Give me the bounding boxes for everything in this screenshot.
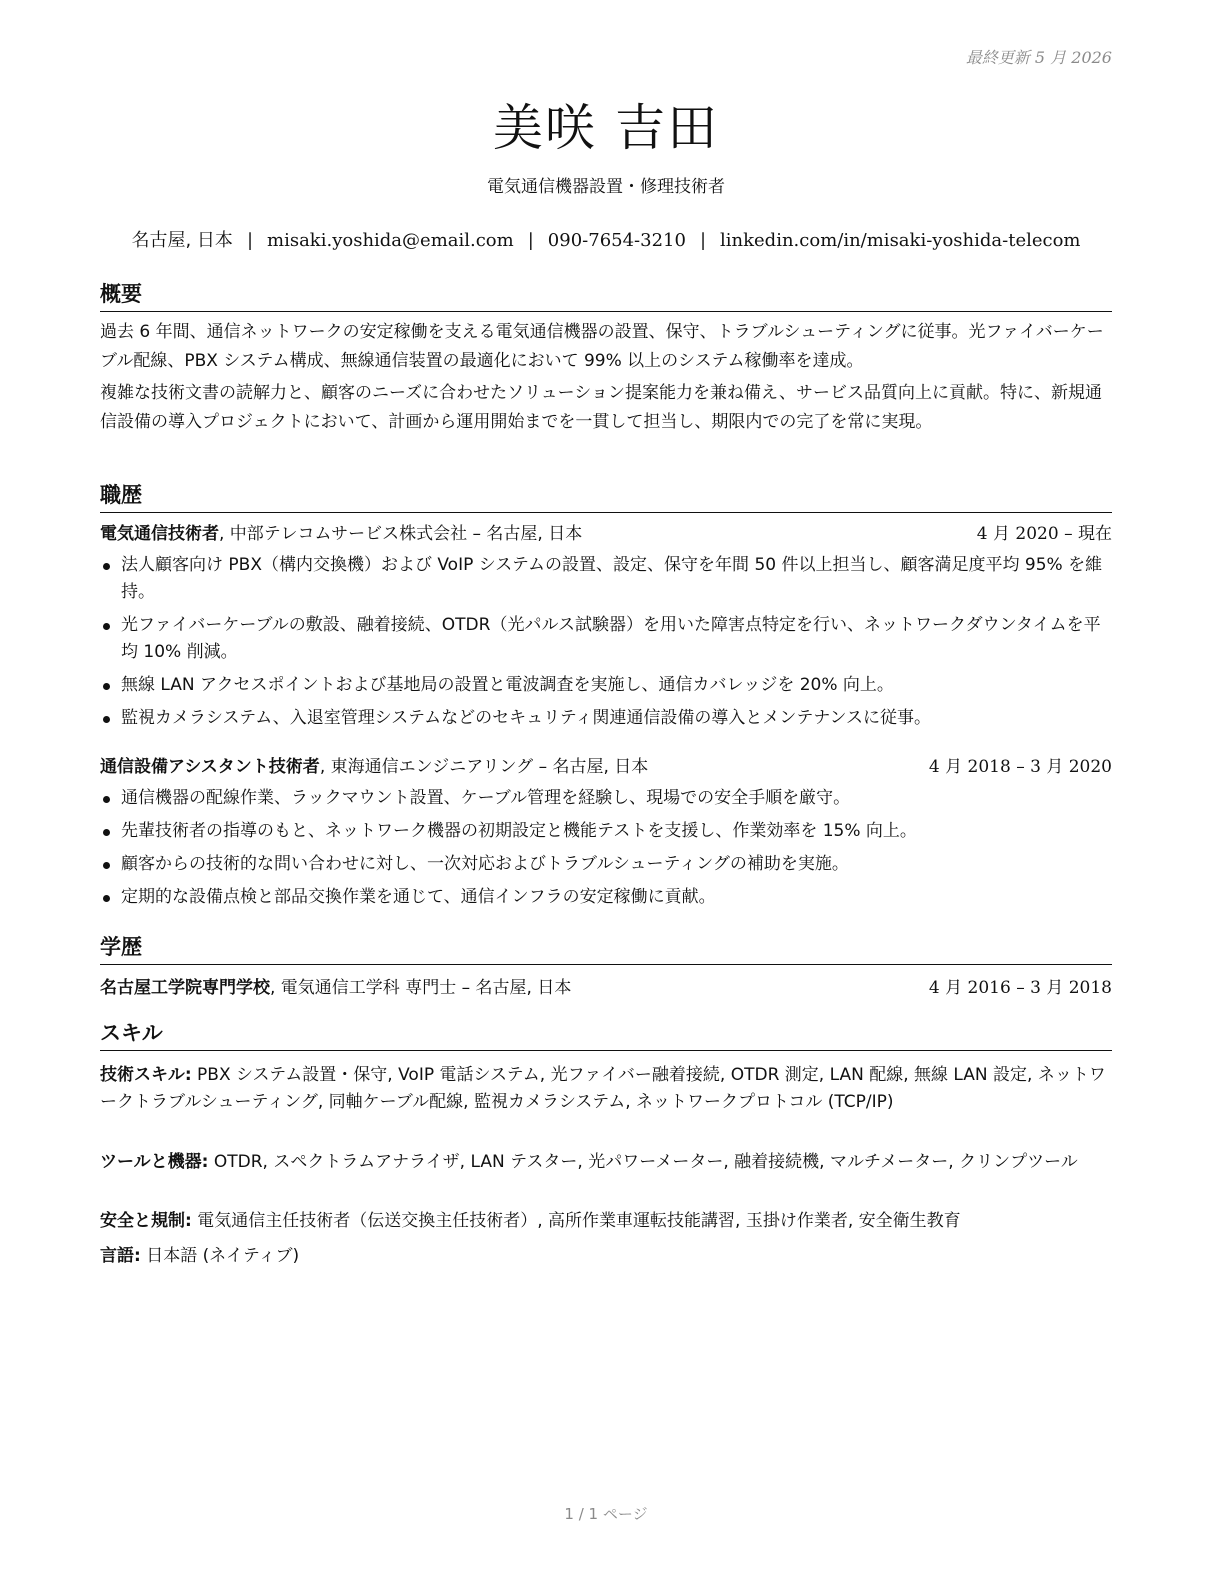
job-entry-header	[100, 521, 1112, 547]
summary-paragraph: 複雑な技術文書の読解力と、顧客のニーズに合わせたソリューション提案能力を兼ね備え、サービス品質向上に貢献。特に、新規通信設備の導入プロジェクトにおいて、計画から運用開始までを一貫して担当し、期限内での完了を常に実現。	[100, 383, 1102, 432]
contact-separator: |	[246, 230, 254, 251]
job-bullets	[100, 552, 1112, 738]
job-bullet: 監視カメラシステム、入退室管理システムなどのセキュリティ関連通信設備の導入とメンテナンスに従事。	[100, 705, 1112, 732]
skill-row	[100, 1208, 1112, 1235]
skill-label: 安全と規制:	[100, 1211, 192, 1231]
job-role: 電気通信技術者	[100, 524, 219, 544]
skill-value: 日本語 (ネイティブ)	[140, 1246, 300, 1266]
job-bullet: 顧客からの技術的な問い合わせに対し、一次対応およびトラブルシューティングの補助を実施。	[100, 851, 1112, 878]
resume-page	[100, 0, 1112, 1584]
section-heading-skills: スキル	[100, 1017, 1112, 1051]
skill-label: 技術スキル:	[100, 1065, 192, 1085]
contact-separator: |	[699, 230, 707, 251]
job-bullet: 無線 LAN アクセスポイントおよび基地局の設置と電波調査を実施し、通信カバレッジを 20% 向上。	[100, 672, 1112, 699]
job-bullet: 先輩技術者の指導のもと、ネットワーク機器の初期設定と機能テストを支援し、作業効率を 15% 向上。	[100, 818, 1112, 845]
job-entry-header	[100, 754, 1112, 780]
skill-value: OTDR, スペクトラムアナライザ, LAN テスター, 光パワーメーター, 融着接続機, マルチメーター, クリンプツール	[208, 1152, 1078, 1172]
last-updated: 最終更新 5 月 2026	[965, 48, 1112, 67]
education-entry	[100, 975, 1112, 1001]
job-role: 通信設備アシスタント技術者	[100, 757, 320, 777]
school-name: 名古屋工学院専門学校	[100, 978, 270, 998]
job-dates: 4 月 2020 – 現在	[976, 524, 1112, 544]
skill-value: 電気通信主任技術者（伝送交換主任技術者）, 高所作業車運転技能講習, 玉掛け作業者, 安全衛生教育	[191, 1211, 961, 1231]
skill-value: PBX システム設置・保守, VoIP 電話システム, 光ファイバー融着接続, OTDR 測定, LAN 配線, 無線 LAN 設定, ネットワークトラブルシューティング, 同軸ケーブル配線, 監視カメラシステム, ネットワークプロトコル (TCP/IP)	[100, 1065, 1106, 1112]
education-dates: 4 月 2016 – 3 月 2018	[928, 978, 1112, 998]
education-detail: , 電気通信工学科 専門士 – 名古屋, 日本	[270, 978, 572, 998]
job-title: 電気通信機器設置・修理技術者	[487, 177, 725, 197]
section-heading-summary: 概要	[100, 278, 1112, 312]
job-bullet: 法人顧客向け PBX（構内交換機）および VoIP システムの設置、設定、保守を年間 50 件以上担当し、顧客満足度平均 95% を維持。	[100, 552, 1112, 606]
job-bullet: 通信機器の配線作業、ラックマウント設置、ケーブル管理を経験し、現場での安全手順を厳守。	[100, 785, 1112, 812]
contact-location: 名古屋, 日本	[131, 230, 233, 251]
skill-row	[100, 1149, 1112, 1176]
skill-row	[100, 1243, 1112, 1270]
contact-email[interactable]: misaki.yoshida@email.com	[267, 230, 514, 251]
contact-line	[100, 226, 1112, 252]
contact-separator: |	[527, 230, 534, 251]
page-indicator: 1 / 1 ページ	[564, 1505, 648, 1523]
contact-linkedin[interactable]: linkedin.com/in/misaki-yoshida-telecom	[720, 230, 1081, 251]
summary-paragraph: 過去 6 年間、通信ネットワークの安定稼働を支える電気通信機器の設置、保守、トラブルシューティングに従事。光ファイバーケーブル配線、PBX システム構成、無線通信装置の最適化において 99% 以上のシステム稼働率を達成。	[100, 322, 1104, 371]
contact-phone[interactable]: 090-7654-3210	[547, 230, 686, 251]
skill-label: 言語:	[100, 1246, 141, 1266]
section-heading-experience: 職歴	[100, 479, 1112, 513]
job-dates: 4 月 2018 – 3 月 2020	[928, 757, 1112, 777]
section-heading-education: 学歴	[100, 931, 1112, 965]
job-bullet: 定期的な設備点検と部品交換作業を通じて、通信インフラの安定稼働に貢献。	[100, 884, 1112, 911]
job-bullets	[100, 785, 1112, 917]
skill-row	[100, 1062, 1112, 1116]
job-bullet: 光ファイバーケーブルの敷設、融着接続、OTDR（光パルス試験器）を用いた障害点特定を行い、ネットワークダウンタイムを平均 10% 削減。	[100, 612, 1112, 666]
job-org: , 中部テレコムサービス株式会社 – 名古屋, 日本	[219, 524, 583, 544]
skill-label: ツールと機器:	[100, 1152, 209, 1172]
job-org: , 東海通信エンジニアリング – 名古屋, 日本	[319, 757, 649, 777]
candidate-name: 美咲 吉田	[493, 99, 719, 157]
